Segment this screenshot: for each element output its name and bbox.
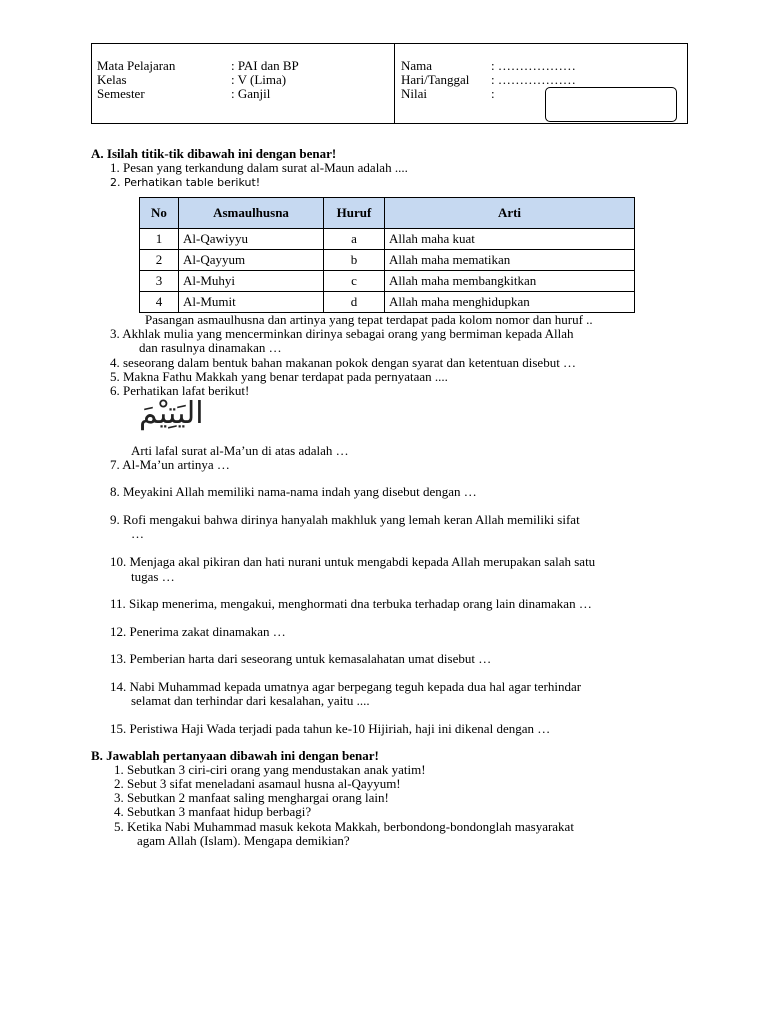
arabic-word-al-yatim: اليَتِيْمَ	[139, 396, 204, 431]
table-cell-no: 1	[140, 229, 179, 250]
question-a14-line2: selamat dan terhindar dari kesalahan, yaitu ....	[131, 693, 370, 708]
table-cell-asmaulhusna: Al-Qayyum	[179, 250, 324, 271]
asmaulhusna-table	[139, 197, 635, 313]
question-a2: 2. Perhatikan table berikut!	[110, 176, 261, 189]
table-cell-asmaulhusna: Al-Muhyi	[179, 271, 324, 292]
question-a2-prompt: Pasangan asmaulhusna dan artinya yang tepat terdapat pada kolom nomor dan huruf ..	[145, 312, 593, 327]
table-cell-huruf: d	[324, 292, 385, 313]
question-a14-line1: 14. Nabi Muhammad kepada umatnya agar berpegang teguh kepada dua hal agar terhindar	[110, 679, 582, 694]
table-row	[140, 292, 635, 313]
question-b5-line2: agam Allah (Islam). Mengapa demikian?	[137, 833, 350, 848]
question-a6: 6. Perhatikan lafat berikut!	[110, 383, 250, 398]
question-a13: 13. Pemberian harta dari seseorang untuk kemasalahatan umat disebut …	[110, 651, 492, 666]
question-b4: 4. Sebutkan 3 manfaat hidup berbagi?	[114, 804, 312, 819]
mapel-label: Mata Pelajaran	[97, 58, 176, 73]
table-header-asmaulhusna: Asmaulhusna	[179, 198, 324, 229]
nama-label: Nama	[401, 58, 433, 73]
question-a7: 7. Al-Ma’un artinya …	[110, 457, 230, 472]
table-header-huruf: Huruf	[324, 198, 385, 229]
question-a5: 5. Makna Fathu Makkah yang benar terdapat pada pernyataan ....	[110, 369, 448, 384]
table-header-no: No	[140, 198, 179, 229]
hari-label: Hari/Tanggal	[401, 72, 470, 87]
table-row	[140, 271, 635, 292]
question-a12: 12. Penerima zakat dinamakan …	[110, 624, 286, 639]
table-cell-asmaulhusna: Al-Mumit	[179, 292, 324, 313]
question-a10-line1: 10. Menjaga akal pikiran dan hati nurani untuk mengabdi kepada Allah merupakan salah satu	[110, 554, 596, 569]
table-cell-no: 3	[140, 271, 179, 292]
section-b-title: B. Jawablah pertanyaan dibawah ini dengan benar!	[91, 748, 379, 763]
table-cell-huruf: c	[324, 271, 385, 292]
question-b3: 3. Sebutkan 2 manfaat saling menghargai orang lain!	[114, 790, 389, 805]
section-a-title: A. Isilah titik-tik dibawah ini dengan benar!	[91, 146, 337, 161]
question-a9-line1: 9. Rofi mengakui bahwa dirinya hanyalah makhluk yang lemah keran Allah memiliki sifat	[110, 512, 580, 527]
question-a6-prompt: Arti lafal surat al-Ma’un di atas adalah …	[131, 443, 349, 458]
table-cell-huruf: b	[324, 250, 385, 271]
kelas-value: : V (Lima)	[231, 72, 287, 87]
kelas-label: Kelas	[97, 72, 127, 87]
table-row	[140, 229, 635, 250]
table-cell-huruf: a	[324, 229, 385, 250]
table-cell-asmaulhusna: Al-Qawiyyu	[179, 229, 324, 250]
semester-label: Semester	[97, 86, 145, 101]
question-a10-line2: tugas …	[131, 569, 175, 584]
table-cell-arti: Allah maha mematikan	[385, 250, 635, 271]
question-a8: 8. Meyakini Allah memiliki nama-nama indah yang disebut dengan …	[110, 484, 477, 499]
question-b5-line1: 5. Ketika Nabi Muhammad masuk kekota Makkah, berbondong-bondonglah masyarakat	[114, 819, 574, 834]
semester-value: : Ganjil	[231, 86, 271, 101]
nilai-colon: :	[491, 86, 495, 101]
question-a1: 1. Pesan yang terkandung dalam surat al-Maun adalah ....	[110, 160, 408, 175]
nama-value[interactable]: : ………………	[491, 58, 576, 73]
table-row	[140, 250, 635, 271]
question-b1: 1. Sebutkan 3 ciri-ciri orang yang mendustakan anak yatim!	[114, 762, 426, 777]
nilai-score-box[interactable]	[545, 87, 677, 122]
table-cell-arti: Allah maha membangkitkan	[385, 271, 635, 292]
question-a3-line1: 3. Akhlak mulia yang mencerminkan dirinya sebagai orang yang bermiman kepada Allah	[110, 326, 574, 341]
table-cell-arti: Allah maha menghidupkan	[385, 292, 635, 313]
question-b2: 2. Sebut 3 sifat meneladani asamaul husna al-Qayyum!	[114, 776, 401, 791]
nilai-label: Nilai	[401, 86, 427, 101]
question-a3-line2: dan rasulnya dinamakan …	[139, 340, 282, 355]
question-a11: 11. Sikap menerima, mengakui, menghormati dna terbuka terhadap orang lain dinamakan …	[110, 596, 592, 611]
table-header-arti: Arti	[385, 198, 635, 229]
table-cell-arti: Allah maha kuat	[385, 229, 635, 250]
hari-value[interactable]: : ………………	[491, 72, 576, 87]
question-a9-line2: …	[131, 526, 144, 541]
table-header-row	[140, 198, 635, 229]
question-a15: 15. Peristiwa Haji Wada terjadi pada tahun ke-10 Hijiriah, haji ini dikenal dengan …	[110, 721, 551, 736]
question-a4: 4. seseorang dalam bentuk bahan makanan pokok dengan syarat dan ketentuan disebut …	[110, 355, 577, 370]
mapel-value: : PAI dan BP	[231, 58, 299, 73]
header-divider	[394, 43, 395, 124]
table-cell-no: 4	[140, 292, 179, 313]
table-cell-no: 2	[140, 250, 179, 271]
